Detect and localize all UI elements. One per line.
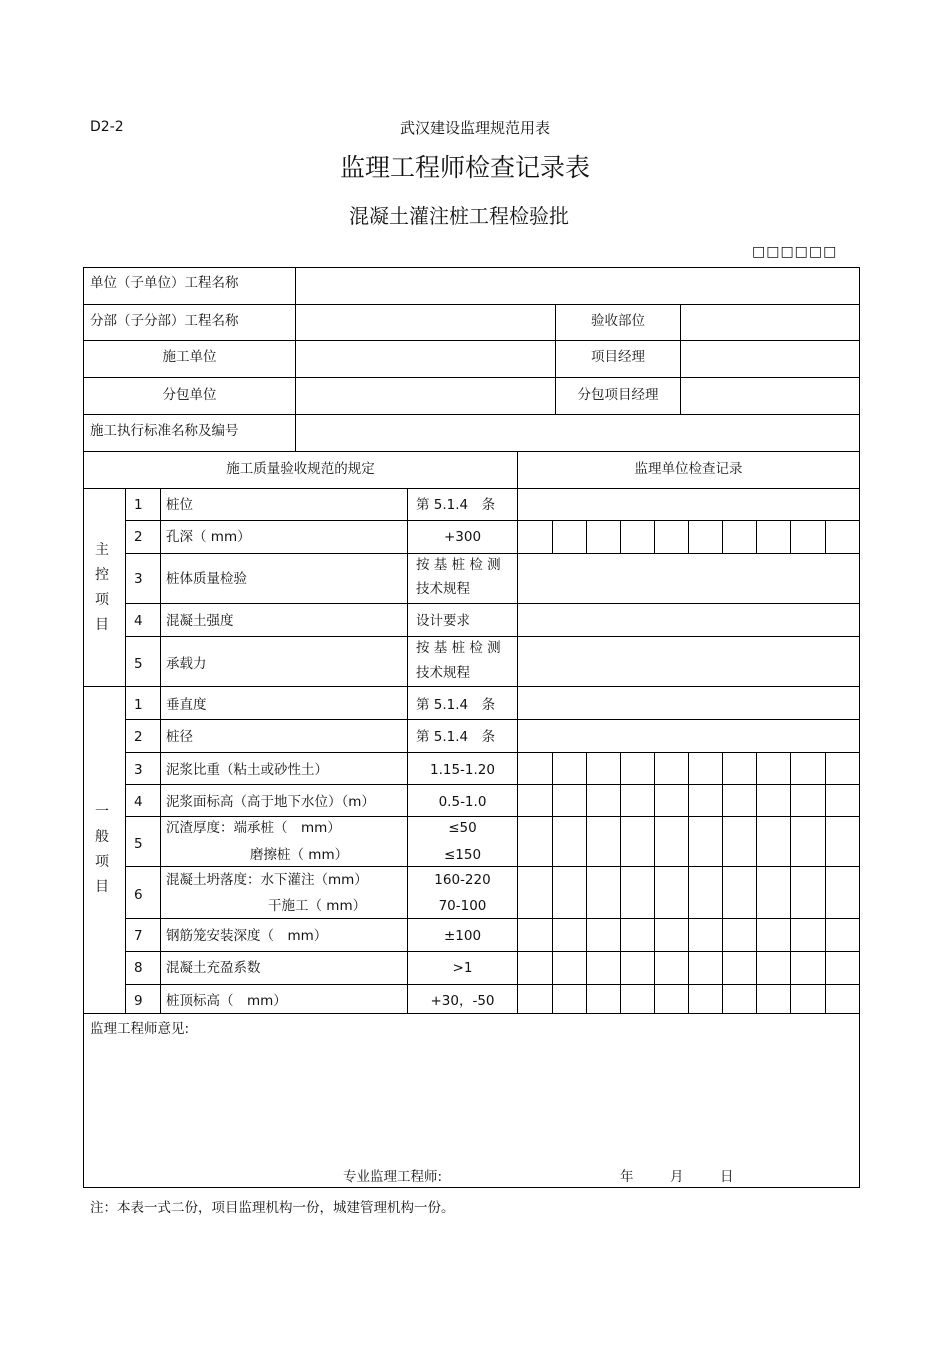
main-item-name: 承载力 [166,656,207,672]
general-item-no: 3 [134,762,143,778]
group-char: 一 [95,804,109,820]
general-item-spec: 0.5-1.0 [438,794,487,810]
main-item-spec-line1: 按 基 桩 检 测 [416,557,501,573]
main-item-spec: 第 5.1.4 条 [416,497,496,513]
standard-field[interactable] [297,416,857,450]
page-title: 监理工程师检查记录表 [339,153,590,182]
sub-project-manager-field[interactable] [682,379,858,413]
general-item-no: 4 [134,794,143,810]
general-item-name: 泥浆比重（粘土或砂性土） [166,762,328,778]
date-year: 年 [620,1169,634,1185]
main-item-spec: +300 [443,529,482,545]
opinion-field[interactable] [86,1040,856,1160]
form-code: D2-2 [90,119,124,135]
record-cells-main-2 [553,520,826,553]
main-items-group-label [92,538,112,638]
general-item-no: 7 [134,928,143,944]
serial-number-boxes: □□□□□□ [752,244,838,260]
general-item-name-line1: 混凝土坍落度：水下灌注（mm） [166,872,368,888]
general-item-name-line1: 沉渣厚度：端承桩（ mm） [166,820,341,836]
general-item-name: 垂直度 [166,697,207,713]
group-char: 般 [95,829,109,845]
group-char: 目 [95,879,109,895]
opinion-label: 监理工程师意见: [90,1021,190,1037]
main-item-spec: 设计要求 [416,613,470,629]
spec-section-header: 施工质量验收规范的规定 [226,461,375,477]
main-item-name: 孔深（ mm） [166,529,251,545]
main-item-no: 5 [134,656,143,672]
page-subtitle: 混凝土灌注桩工程检验批 [349,204,569,228]
date-day: 日 [720,1169,734,1185]
general-item-no: 2 [134,729,143,745]
footnote: 注：本表一式二份，项目监理机构一份，城建管理机构一份。 [90,1200,455,1216]
general-item-spec-line2: 70-100 [438,898,487,914]
main-item-name: 桩体质量检验 [166,571,247,587]
main-item-no: 2 [134,529,143,545]
main-item-name: 桩位 [166,497,193,513]
main-item-spec-line1: 按 基 桩 检 测 [416,640,501,656]
general-item-name-line2: 干施工（ mm） [268,898,367,914]
acceptance-part-field[interactable] [682,306,858,339]
general-item-spec: +30，-50 [430,993,495,1009]
main-item-no: 1 [134,497,143,513]
group-char: 主 [95,542,109,558]
sub-project-field[interactable] [297,306,553,339]
subcontractor-field[interactable] [297,379,553,413]
general-item-name: 混凝土充盈系数 [166,960,261,976]
general-item-no: 6 [134,887,143,903]
general-item-name: 桩径 [166,729,193,745]
date-month: 月 [670,1169,684,1185]
main-item-no: 3 [134,571,143,587]
general-item-name: 桩顶标高（ mm） [166,993,287,1009]
group-char: 控 [95,567,109,583]
general-item-spec: 第 5.1.4 条 [416,729,496,745]
main-item-spec-line2: 技术规程 [416,665,470,681]
general-item-spec: 第 5.1.4 条 [416,697,496,713]
general-item-no: 5 [134,836,143,852]
sub-project-label: 分部（子分部）工程名称 [90,313,239,329]
standard-label: 施工执行标准名称及编号 [90,423,239,439]
general-item-no: 8 [134,960,143,976]
general-item-spec: >1 [452,960,473,976]
project-manager-field[interactable] [682,342,858,376]
unit-project-field[interactable] [297,269,857,303]
main-item-spec-line2: 技术规程 [416,581,470,597]
group-char: 项 [95,592,109,608]
general-item-spec: 1.15-1.20 [430,762,495,778]
contractor-field[interactable] [297,342,553,376]
record-section-header: 监理单位检查记录 [634,461,743,477]
form-organization: 武汉建设监理规范用表 [399,119,550,137]
general-item-spec-line1: 160-220 [434,872,491,888]
group-char: 目 [95,617,109,633]
general-item-spec-line2: ≤150 [443,847,482,863]
general-item-spec-line1: ≤50 [448,820,477,836]
acceptance-part-label: 验收部位 [591,313,645,329]
general-item-name: 钢筋笼安装深度（ mm） [166,928,328,944]
subcontractor-label: 分包单位 [162,387,217,403]
project-manager-label: 项目经理 [591,349,645,365]
unit-project-label: 单位（子单位）工程名称 [90,275,239,291]
record-cells-general [553,752,826,1013]
group-char: 项 [95,854,109,870]
general-items-group-label [92,800,112,900]
general-item-spec: ±100 [443,928,482,944]
main-item-name: 混凝土强度 [166,613,234,629]
main-item-no: 4 [134,613,143,629]
sub-project-manager-label: 分包项目经理 [577,387,659,403]
general-item-no: 1 [134,697,143,713]
general-item-name: 泥浆面标高（高于地下水位）（m） [166,794,375,810]
signer-label: 专业监理工程师: [343,1169,443,1185]
general-item-name-line2: 磨擦桩（ mm） [250,847,349,863]
general-item-no: 9 [134,993,143,1009]
contractor-label: 施工单位 [162,349,217,365]
